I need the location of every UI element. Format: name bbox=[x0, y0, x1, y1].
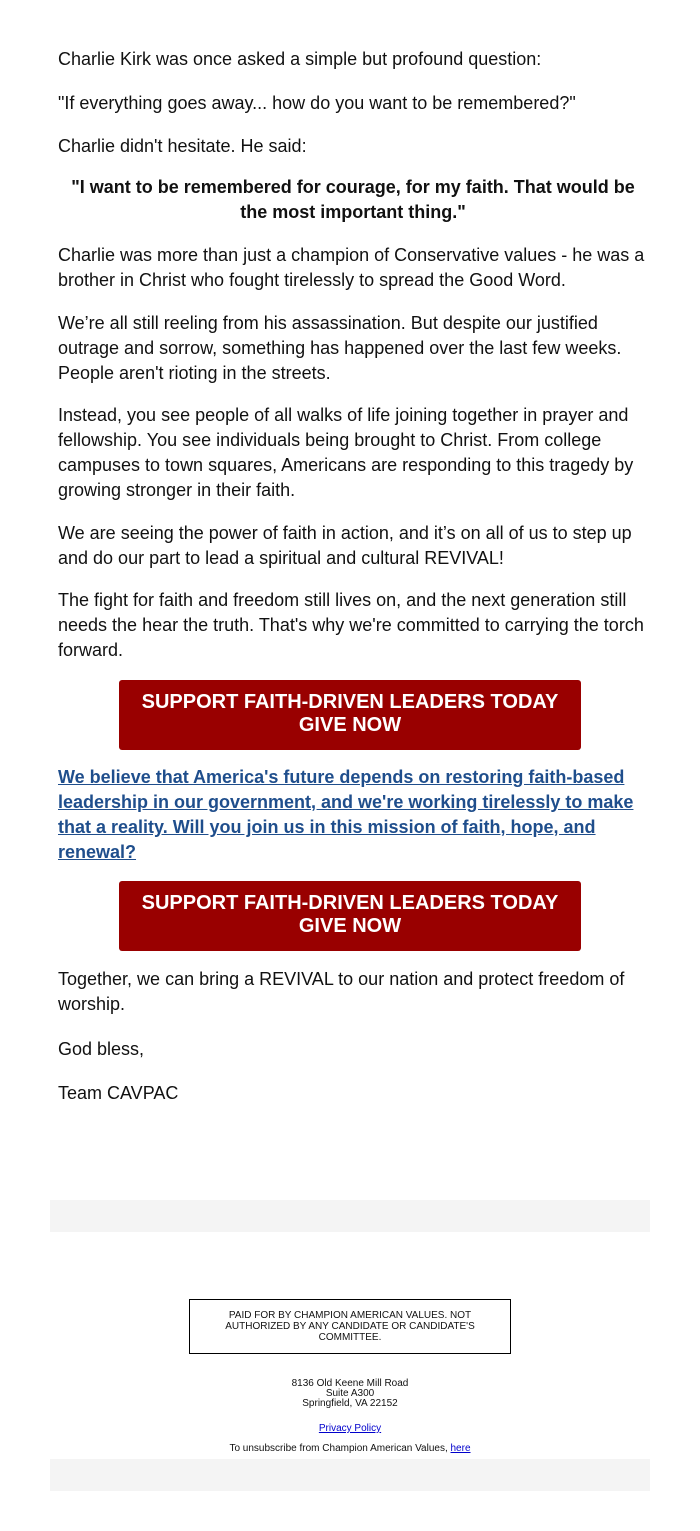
unsubscribe-text: To unsubscribe from Champion American Values, bbox=[229, 1443, 451, 1454]
signoff: God bless, bbox=[58, 1039, 145, 1059]
revival-paragraph: We are seeing the power of faith in action, and it’s on all of us to step up and do our part to lead a spiritual and cultural REVIVAL! bbox=[58, 523, 632, 568]
mission-link[interactable]: We believe that America's future depends on restoring faith-based leadership in our government, and we're working tirelessly to make that a reality. Will you join us in this mission of faith, hope, and renewal? bbox=[58, 767, 634, 862]
intro-paragraph: Charlie Kirk was once asked a simple but profound question: bbox=[58, 49, 542, 69]
address-line-2: Suite A300 bbox=[325, 1388, 375, 1399]
cta-line2: GIVE NOW bbox=[298, 714, 402, 736]
reeling-paragraph: We’re all still reeling from his assassination. But despite our justified outrage and sorrow, something has happened over the last few weeks. People aren't rioting in the streets. bbox=[58, 313, 622, 383]
together-paragraph: Together, we can bring a REVIVAL to our nation and protect freedom of worship. bbox=[58, 969, 625, 1014]
torch-paragraph: The fight for faith and freedom still lives on, and the next generation still needs the hear the truth. That's why we're committed to carrying the torch forward. bbox=[58, 590, 644, 660]
privacy-policy-link[interactable]: Privacy Policy bbox=[318, 1423, 382, 1434]
question-paragraph: "If everything goes away... how do you want to be remembered?" bbox=[58, 93, 576, 113]
unsubscribe-row bbox=[0, 1444, 700, 1454]
paid-for-disclaimer: PAID FOR BY CHAMPION AMERICAN VALUES. NOT AUTHORIZED BY ANY CANDIDATE OR CANDIDATE'S COMMITTEE. bbox=[189, 1299, 511, 1354]
privacy-row bbox=[0, 1424, 700, 1434]
footer-divider-top bbox=[50, 1200, 650, 1232]
cta-line1: SUPPORT FAITH-DRIVEN LEADERS TODAY bbox=[141, 892, 559, 914]
give-now-button-bottom[interactable] bbox=[119, 881, 581, 951]
cta-line2: GIVE NOW bbox=[298, 915, 402, 937]
fellowship-paragraph: Instead, you see people of all walks of life joining together in prayer and fellowship. You see individuals being brought to Christ. From college campuses to town squares, Americans are responding to this tragedy by growing stronger in their faith. bbox=[58, 405, 634, 500]
unsubscribe-link[interactable]: here bbox=[450, 1443, 471, 1454]
champion-paragraph: Charlie was more than just a champion of Conservative values - he was a brother in Christ who fought tirelessly to spread the Good Word. bbox=[58, 245, 645, 290]
address-line-3: Springfield, VA 22152 bbox=[302, 1398, 398, 1409]
address-line-1: 8136 Old Keene Mill Road bbox=[291, 1378, 409, 1389]
quote-paragraph: "I want to be remembered for courage, for my faith. That would be the most important thing." bbox=[71, 177, 635, 222]
answer-lead-paragraph: Charlie didn't hesitate. He said: bbox=[58, 136, 307, 156]
give-now-button-top[interactable] bbox=[119, 680, 581, 750]
signature: Team CAVPAC bbox=[58, 1083, 179, 1103]
cta-line1: SUPPORT FAITH-DRIVEN LEADERS TODAY bbox=[141, 691, 559, 713]
footer-divider-bottom bbox=[50, 1459, 650, 1491]
